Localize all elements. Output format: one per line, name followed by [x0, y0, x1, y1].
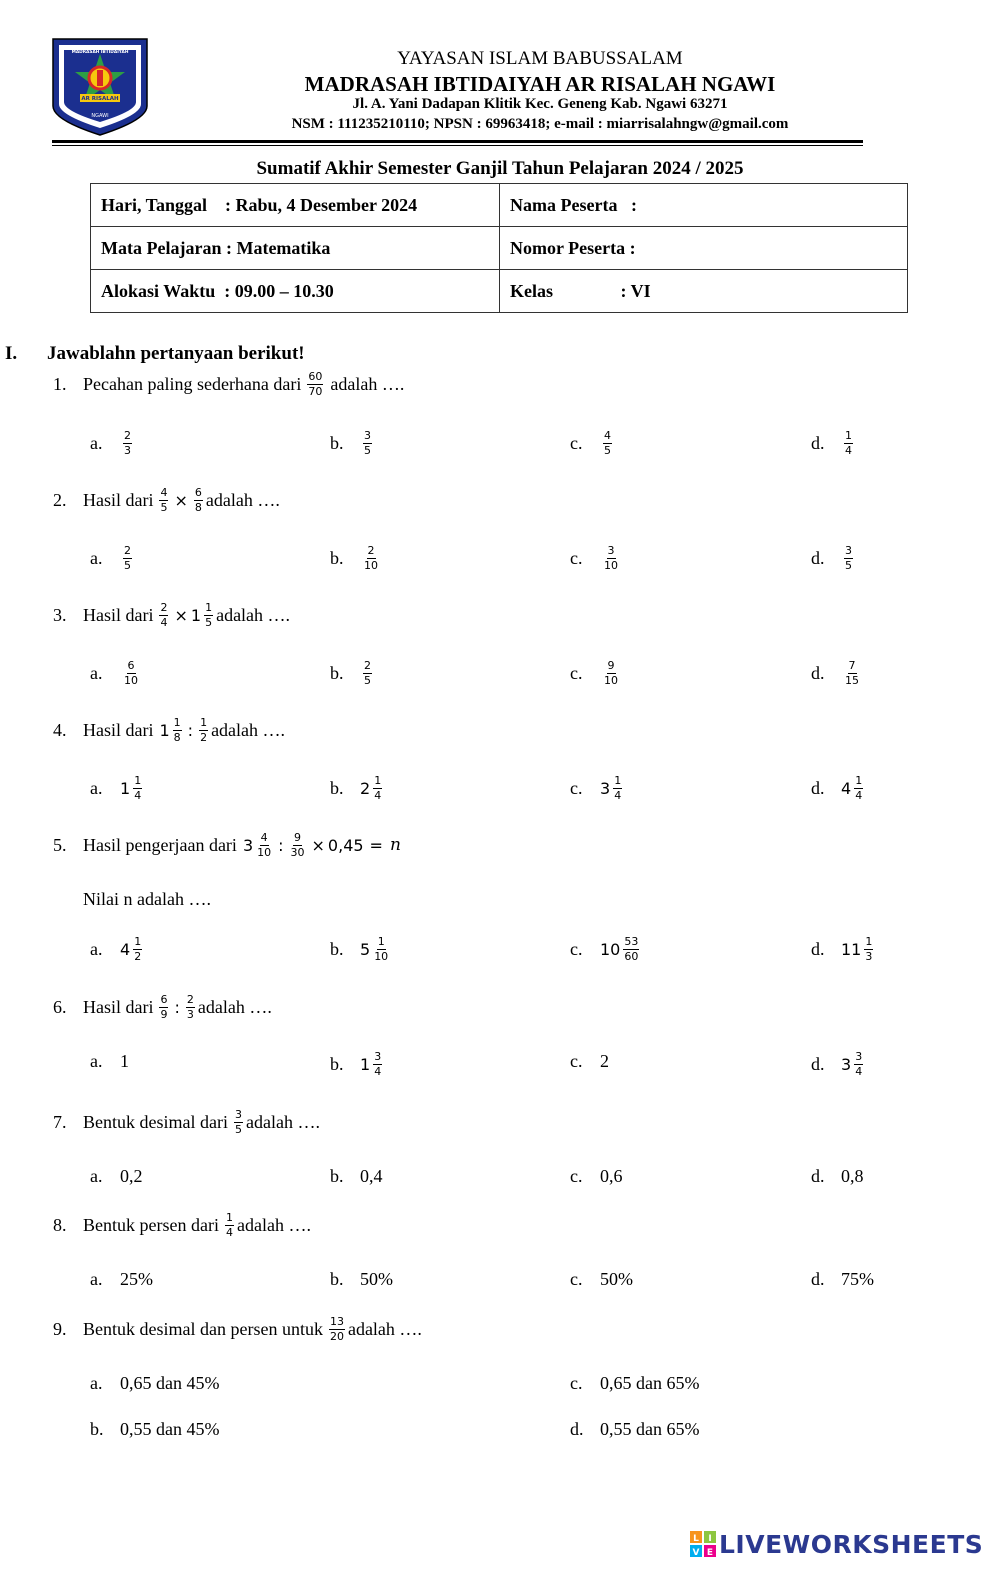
- option-fraction: [603, 660, 619, 686]
- denominator: 4: [134, 788, 142, 802]
- numerator: 3: [364, 429, 371, 442]
- option-8c[interactable]: [570, 1269, 633, 1290]
- question-text: Hasil dari: [83, 604, 154, 625]
- numerator: 2: [364, 659, 371, 672]
- denominator: 8: [194, 500, 202, 514]
- option-letter: d.: [811, 662, 825, 683]
- option-letter: b.: [330, 1166, 344, 1186]
- denominator: 3: [186, 1007, 194, 1021]
- option-fraction: [623, 936, 639, 962]
- option-6a[interactable]: [90, 1051, 129, 1072]
- option-fraction: [373, 1051, 382, 1077]
- question-number: 6.: [53, 996, 67, 1017]
- fraction: [204, 602, 213, 628]
- option-letter: a.: [90, 938, 103, 959]
- question-text: Hasil dari: [83, 489, 154, 510]
- option-7d[interactable]: [811, 1166, 864, 1187]
- numerator: 6: [194, 486, 202, 499]
- question-suffix: adalah ….: [330, 373, 405, 394]
- numerator: 2: [367, 544, 375, 557]
- option-fraction: [844, 660, 860, 686]
- question-1: [53, 371, 404, 397]
- option-9a[interactable]: [90, 1373, 219, 1394]
- question-9: [53, 1316, 422, 1342]
- option-letter: a.: [90, 662, 103, 683]
- denominator: 10: [124, 673, 138, 687]
- fraction: [234, 1109, 243, 1135]
- option-letter: c.: [570, 432, 583, 453]
- option-text: 0,65 dan 45%: [120, 1373, 220, 1393]
- school-address: Jl. A. Yani Dadapan Klitik Kec. Geneng Kab. Ngawi 63271: [352, 96, 728, 112]
- option-letter: d.: [811, 547, 825, 568]
- option-text: 2: [600, 1051, 609, 1071]
- numerator: 4: [604, 429, 611, 442]
- denominator: 5: [845, 558, 852, 572]
- variable-n: n: [389, 835, 401, 856]
- option-letter: c.: [570, 1166, 583, 1186]
- header-rule-thick: [52, 140, 863, 143]
- option-text: 0,4: [360, 1166, 383, 1186]
- question-number: 5.: [53, 834, 67, 855]
- question-text: Hasil pengerjaan dari: [83, 834, 237, 855]
- option-text: 1: [120, 1051, 129, 1071]
- whole-number: 1: [159, 720, 170, 740]
- question-4: [53, 717, 285, 743]
- option-9d[interactable]: [570, 1419, 699, 1440]
- option-3a[interactable]: [90, 660, 142, 686]
- option-fraction: [844, 430, 853, 456]
- whole-number: 1: [190, 605, 202, 625]
- question-number: 1.: [53, 373, 67, 394]
- option-1d[interactable]: [811, 430, 856, 456]
- numerator: 1: [614, 774, 622, 787]
- numerator: 1: [845, 429, 852, 442]
- question-number: 8.: [53, 1214, 67, 1235]
- option-letter: c.: [570, 1373, 583, 1393]
- option-4d[interactable]: [811, 775, 866, 801]
- option-letter: d.: [811, 938, 825, 959]
- option-6c[interactable]: [570, 1051, 609, 1072]
- option-letter: a.: [90, 1166, 103, 1186]
- option-letter: c.: [570, 1051, 583, 1071]
- option-letter: c.: [570, 1269, 583, 1289]
- denominator: 4: [225, 1225, 233, 1239]
- denominator: 5: [364, 673, 371, 687]
- option-letter: d.: [811, 1053, 825, 1074]
- denominator: 5: [205, 615, 213, 629]
- option-fraction: [123, 660, 139, 686]
- option-4b[interactable]: [330, 775, 385, 801]
- option-7b[interactable]: [330, 1166, 383, 1187]
- option-fraction: [613, 775, 622, 801]
- icon-letter: V: [692, 1548, 700, 1557]
- question-number: 2.: [53, 489, 67, 510]
- fraction: [329, 1316, 345, 1342]
- foundation-name: YAYASAN ISLAM BABUSSALAM: [397, 48, 683, 69]
- fraction: [159, 487, 168, 513]
- denominator: 15: [845, 673, 859, 687]
- option-text: 50%: [600, 1269, 633, 1289]
- whole-number: 3: [841, 1054, 852, 1074]
- denominator: 30: [290, 845, 305, 859]
- question-suffix: adalah ….: [245, 1111, 320, 1132]
- date-cell: Hari, Tanggal : Rabu, 4 Desember 2024: [91, 184, 500, 227]
- denominator: 10: [257, 845, 272, 859]
- question-number: 9.: [53, 1318, 67, 1339]
- option-7c[interactable]: [570, 1166, 623, 1187]
- option-text: 0,8: [841, 1166, 864, 1186]
- question-number: 7.: [53, 1111, 67, 1132]
- option-letter: a.: [90, 1269, 103, 1289]
- option-letter: a.: [90, 1051, 103, 1071]
- school-name: MADRASAH IBTIDAIYAH AR RISALAH NGAWI: [304, 72, 776, 96]
- question-2: [53, 487, 280, 513]
- numerator: 6: [127, 659, 135, 672]
- fraction: [199, 717, 208, 743]
- question-5-line2: Nilai n adalah ….: [83, 889, 211, 909]
- option-text: 50%: [360, 1269, 393, 1289]
- whole-number: 1: [360, 1054, 371, 1074]
- decimal-value: 0,45: [327, 835, 364, 855]
- denominator: 4: [845, 443, 852, 457]
- option-letter: d.: [811, 777, 825, 798]
- fraction: [194, 487, 203, 513]
- numerator: 60: [308, 370, 323, 383]
- option-5b[interactable]: [330, 936, 392, 962]
- denominator: 4: [374, 1064, 382, 1078]
- denominator: 4: [160, 615, 168, 629]
- fraction: [173, 717, 182, 743]
- option-letter: b.: [330, 1053, 344, 1074]
- question-suffix: adalah ….: [347, 1318, 422, 1339]
- option-8d[interactable]: [811, 1269, 874, 1290]
- fraction: [290, 832, 306, 858]
- table-row: [91, 270, 908, 313]
- option-letter: b.: [330, 938, 344, 959]
- multiply-operator: ×: [174, 490, 188, 510]
- numerator: 1: [374, 774, 382, 787]
- option-letter: b.: [330, 547, 344, 568]
- denominator: 9: [160, 1007, 168, 1021]
- option-fraction: [854, 1051, 863, 1077]
- header-rule-thin: [52, 145, 863, 146]
- numerator: 6: [160, 993, 168, 1006]
- fraction: [256, 832, 272, 858]
- option-letter: d.: [811, 1166, 825, 1186]
- option-letter: c.: [570, 547, 583, 568]
- numerator: 1: [200, 716, 208, 729]
- denominator: 5: [604, 443, 611, 457]
- option-6d[interactable]: [811, 1051, 866, 1077]
- option-letter: c.: [570, 777, 583, 798]
- multiply-operator: ×: [311, 835, 325, 855]
- question-text: Bentuk persen dari: [83, 1214, 219, 1235]
- numerator: 4: [160, 486, 168, 499]
- denominator: 3: [124, 443, 131, 457]
- denominator: 70: [308, 384, 323, 398]
- option-9b[interactable]: [90, 1419, 219, 1440]
- option-letter: a.: [90, 777, 103, 798]
- option-letter: c.: [570, 938, 583, 959]
- logo-arc-text: MADRASAH IBTIDAIYAH: [71, 50, 129, 55]
- multiply-operator: ×: [174, 605, 188, 625]
- liveworksheets-icon: [690, 1531, 716, 1557]
- option-letter: a.: [90, 1373, 103, 1393]
- numerator: 3: [374, 1050, 382, 1063]
- option-text: 75%: [841, 1269, 874, 1289]
- denominator: 4: [614, 788, 622, 802]
- whole-number: 4: [841, 778, 852, 798]
- question-5: [53, 832, 401, 858]
- logo-label: AR RISALAH: [81, 96, 119, 102]
- school-ids: NSM : 111235210110; NPSN : 69963418; e-mail : miarrisalahngw@gmail.com: [291, 116, 789, 132]
- denominator: 10: [364, 558, 378, 572]
- numerator: 3: [607, 544, 615, 557]
- option-fraction: [123, 545, 132, 571]
- fraction: [159, 602, 168, 628]
- denominator: 5: [124, 558, 131, 572]
- numerator: 3: [855, 1050, 863, 1063]
- whole-number: 3: [242, 835, 254, 855]
- denominator: 8: [173, 730, 181, 744]
- divide-operator: :: [278, 835, 284, 855]
- question-text: Pecahan paling sederhana dari: [83, 373, 302, 394]
- option-fraction: [603, 545, 619, 571]
- equals-sign: =: [369, 835, 383, 855]
- option-fraction: [854, 775, 863, 801]
- option-4a[interactable]: [90, 775, 145, 801]
- question-suffix: adalah ….: [236, 1214, 311, 1235]
- whole-number: 4: [120, 939, 131, 959]
- option-text: 0,65 dan 65%: [600, 1373, 700, 1393]
- logo-city: NGAWI: [91, 113, 109, 119]
- question-7: [53, 1109, 320, 1135]
- option-3d[interactable]: [811, 660, 863, 686]
- option-letter: b.: [330, 432, 344, 453]
- numerator: 2: [186, 993, 194, 1006]
- question-3: [53, 602, 290, 628]
- denominator: 10: [604, 558, 618, 572]
- option-letter: a.: [90, 432, 103, 453]
- numerator: 2: [124, 544, 131, 557]
- whole-number: 2: [360, 778, 371, 798]
- section-heading: [5, 343, 305, 365]
- icon-letter: I: [708, 1534, 712, 1544]
- option-fraction: [373, 936, 389, 962]
- question-text: Bentuk desimal dan persen untuk: [83, 1318, 323, 1339]
- option-fraction: [603, 430, 612, 456]
- numerator: 13: [329, 1315, 344, 1328]
- option-letter: b.: [90, 1419, 104, 1439]
- denominator: 4: [855, 1064, 863, 1078]
- icon-letter: L: [693, 1534, 699, 1544]
- question-8: [53, 1212, 311, 1238]
- divide-operator: :: [174, 997, 180, 1017]
- numerator: 2: [160, 601, 168, 614]
- option-fraction: [363, 430, 372, 456]
- question-suffix: adalah ….: [205, 489, 280, 510]
- option-4c[interactable]: [570, 775, 625, 801]
- option-2b[interactable]: [330, 545, 382, 571]
- option-letter: c.: [570, 662, 583, 683]
- option-letter: b.: [330, 777, 344, 798]
- question-6: [53, 994, 272, 1020]
- numerator: 3: [845, 544, 852, 557]
- option-fraction: [123, 430, 132, 456]
- question-text: Hasil dari: [83, 996, 154, 1017]
- denominator: 2: [200, 730, 208, 744]
- option-fraction: [133, 775, 142, 801]
- numerator: 9: [607, 659, 615, 672]
- numerator: 1: [377, 935, 385, 948]
- option-fraction: [363, 660, 372, 686]
- class-cell: Kelas : VI: [500, 270, 908, 313]
- denominator: 3: [865, 949, 873, 963]
- question-number: 4.: [53, 719, 67, 740]
- numerator: 3: [234, 1108, 242, 1121]
- participant-number-cell[interactable]: Nomor Peserta :: [500, 227, 908, 270]
- option-text: 0,2: [120, 1166, 143, 1186]
- option-5c[interactable]: [570, 936, 642, 962]
- numerator: 1: [134, 774, 142, 787]
- option-3c[interactable]: [570, 660, 622, 686]
- table-row: [91, 227, 908, 270]
- question-text: Bentuk desimal dari: [83, 1111, 228, 1132]
- exam-info-table: [90, 183, 908, 313]
- option-1c[interactable]: [570, 430, 615, 456]
- denominator: 4: [374, 788, 382, 802]
- option-1a[interactable]: [90, 430, 135, 456]
- option-5a[interactable]: [90, 936, 145, 962]
- option-fraction: [844, 545, 853, 571]
- option-fraction: [373, 775, 382, 801]
- option-7a[interactable]: [90, 1166, 143, 1187]
- option-letter: d.: [811, 1269, 825, 1289]
- whole-number: 1: [120, 778, 131, 798]
- watermark-text: LIVEWORKSHEETS: [719, 1529, 984, 1559]
- numerator: 1: [855, 774, 863, 787]
- option-8b[interactable]: [330, 1269, 393, 1290]
- whole-number: 11: [841, 939, 862, 959]
- numerator: 1: [205, 601, 213, 614]
- section-title: Jawablahn pertanyaan berikut!: [47, 343, 305, 364]
- option-9c[interactable]: [570, 1373, 699, 1394]
- denominator: 2: [134, 949, 142, 963]
- icon-letter: E: [706, 1548, 714, 1557]
- numerator: 2: [124, 429, 131, 442]
- subject-cell: Mata Pelajaran : Matematika: [91, 227, 500, 270]
- denominator: 5: [234, 1122, 242, 1136]
- denominator: 5: [364, 443, 371, 457]
- denominator: 60: [624, 949, 639, 963]
- denominator: 20: [329, 1329, 344, 1343]
- option-1b[interactable]: [330, 430, 375, 456]
- whole-number: 10: [600, 939, 621, 959]
- option-8a[interactable]: [90, 1269, 153, 1290]
- numerator: 4: [260, 831, 268, 844]
- numerator: 1: [865, 935, 873, 948]
- time-cell: Alokasi Waktu : 09.00 – 10.30: [91, 270, 500, 313]
- option-letter: d.: [570, 1419, 584, 1439]
- liveworksheets-watermark[interactable]: [690, 1527, 990, 1561]
- whole-number: 5: [360, 939, 371, 959]
- option-text: 0,55 dan 45%: [120, 1419, 220, 1439]
- denominator: 10: [604, 673, 618, 687]
- participant-name-cell[interactable]: Nama Peserta :: [500, 184, 908, 227]
- divide-operator: :: [187, 720, 194, 740]
- whole-number: 3: [600, 778, 611, 798]
- question-text: Hasil dari: [83, 719, 154, 740]
- fraction: [159, 994, 168, 1020]
- option-text: 25%: [120, 1269, 153, 1289]
- denominator: 10: [374, 949, 389, 963]
- option-2a[interactable]: [90, 545, 135, 571]
- option-letter: b.: [330, 662, 344, 683]
- numerator: 1: [173, 716, 181, 729]
- numerator: 1: [225, 1211, 233, 1224]
- fraction: [186, 994, 195, 1020]
- numerator: 9: [294, 831, 302, 844]
- option-text: 0,55 dan 65%: [600, 1419, 700, 1439]
- option-text: 0,6: [600, 1166, 623, 1186]
- school-logo: [50, 36, 150, 138]
- denominator: 5: [160, 500, 168, 514]
- option-6b[interactable]: [330, 1051, 385, 1077]
- option-fraction: [133, 936, 142, 962]
- question-suffix: adalah ….: [197, 996, 272, 1017]
- numerator: 53: [624, 935, 639, 948]
- fraction: [307, 371, 323, 397]
- question-number: 3.: [53, 604, 67, 625]
- option-2d[interactable]: [811, 545, 856, 571]
- numerator: 7: [848, 659, 856, 672]
- option-letter: a.: [90, 547, 103, 568]
- option-3b[interactable]: [330, 660, 375, 686]
- denominator: 4: [855, 788, 863, 802]
- section-number: I.: [5, 343, 18, 364]
- exam-title: Sumatif Akhir Semester Ganjil Tahun Pelajaran 2024 / 2025: [256, 158, 744, 179]
- option-fraction: [363, 545, 379, 571]
- numerator: 1: [134, 935, 142, 948]
- option-fraction: [864, 936, 873, 962]
- option-2c[interactable]: [570, 545, 622, 571]
- fraction: [225, 1212, 234, 1238]
- option-letter: d.: [811, 432, 825, 453]
- question-suffix: adalah ….: [216, 604, 291, 625]
- table-row: [91, 184, 908, 227]
- question-suffix: adalah ….: [211, 719, 286, 740]
- option-5d[interactable]: [811, 936, 876, 962]
- option-letter: b.: [330, 1269, 344, 1289]
